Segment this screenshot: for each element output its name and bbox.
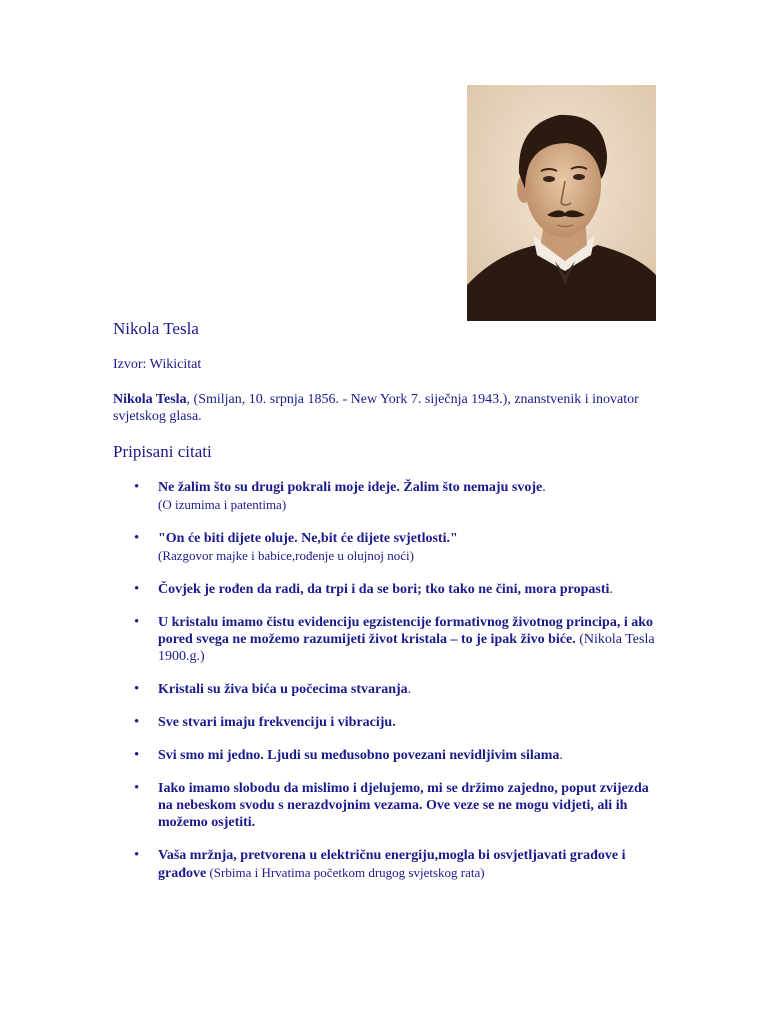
quote-note: (O izumima i patentima) [158,497,287,512]
quote-tail: . [407,682,412,697]
quote-tail: . [609,582,613,597]
list-item [113,479,663,514]
quote-tail: . [542,480,546,495]
quote-tail: . [559,748,563,763]
intro-name: Nikola Tesla [113,392,187,407]
quote-text: Sve stvari imaju frekvenciju i vibraciju. [158,715,396,730]
source-line: Izvor: Wikicitat [113,357,202,372]
portrait-photo [467,85,656,321]
quote-text: Vaša mržnja, pretvorena u električnu energiju,mogla bi osvjetljavati građove i građove [158,848,626,881]
quote-text: Ne žalim što su drugi pokrali moje ideje. Žalim što nemaju svoje [158,480,543,495]
quote-text: "On će biti dijete oluje. Ne,bit će dijete svjetlosti." [158,531,458,546]
quote-tail: (Nikola Tesla 1900.g.) [158,632,655,664]
list-item [113,714,663,731]
list-item [113,747,663,764]
quote-note: (Razgovor majke i babice,rođenje u olujnoj noći) [158,548,414,563]
quotes-list [113,479,663,882]
quote-text: Svi smo mi jedno. Ljudi su međusobno povezani nevidljivim silama [158,748,560,763]
intro-paragraph [113,391,653,425]
list-item [113,780,663,831]
page-title: Nikola Tesla [113,319,199,338]
section-heading: Pripisani citati [113,442,212,461]
quote-text: Kristali su živa bića u počecima stvaranja [158,682,408,697]
list-item [113,847,663,882]
list-item [113,530,663,565]
intro-text: , (Smiljan, 10. srpnja 1856. - New York 7. siječnja 1943.), znanstvenik i inovator svjetskog glasa. [113,392,639,424]
list-item [113,614,663,665]
quote-text: U kristalu imamo čistu evidenciju egzistencije formativnog životnog principa, i ako pored svega ne možemo razumijeti život kristala – to je ipak živo biće. [158,615,654,647]
list-item [113,681,663,698]
quote-text: Čovjek je rođen da radi, da trpi i da se bori; tko tako ne čini, mora propasti [158,582,610,597]
list-item [113,581,663,598]
quote-text: Iako imamo slobodu da mislimo i djelujemo, mi se držimo zajedno, poput zvijezda na nebeskom svodu s nerazdvojnim vezama. Ove veze se ne mogu vidjeti, ali ih možemo osjetiti. [158,781,649,830]
quote-tail: (Srbima i Hrvatima početkom drugog svjetskog rata) [206,865,485,880]
